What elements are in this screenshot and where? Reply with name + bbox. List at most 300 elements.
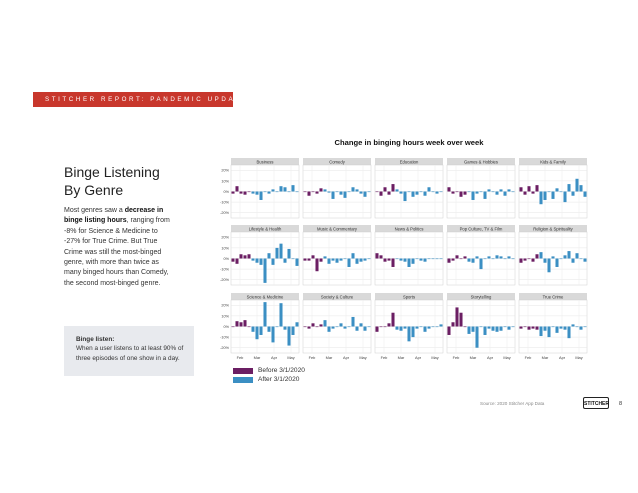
- bar: [247, 192, 250, 193]
- bar: [327, 259, 330, 264]
- x-tick-label: Apr: [414, 355, 422, 360]
- y-tick-label: 10%: [221, 314, 229, 319]
- y-tick-label: 10%: [221, 179, 229, 184]
- facet-panel: [303, 158, 371, 218]
- bar: [579, 259, 582, 260]
- bar: [559, 192, 562, 193]
- facet-label: Sports: [402, 294, 416, 300]
- bar: [539, 327, 542, 337]
- bar: [447, 187, 450, 191]
- bar: [359, 192, 362, 194]
- bar: [287, 327, 290, 346]
- bar: [343, 259, 346, 260]
- bar: [583, 327, 586, 328]
- legend-item-after: [233, 375, 305, 384]
- y-tick-label: 20%: [221, 168, 229, 173]
- bar: [503, 192, 506, 196]
- summary-bold: decrease in binge listing hours: [64, 207, 164, 225]
- bar: [231, 327, 234, 328]
- bar: [323, 256, 326, 258]
- report-banner: STITCHER REPORT: PANDEMIC UPDATE: [33, 92, 233, 107]
- bar: [487, 189, 490, 191]
- bar: [255, 327, 258, 340]
- bar: [475, 192, 478, 194]
- bar: [531, 192, 534, 194]
- bar: [519, 259, 522, 263]
- bar: [415, 259, 418, 260]
- bar: [543, 259, 546, 263]
- bar: [279, 244, 282, 259]
- x-tick-label: Apr: [486, 355, 494, 360]
- bar: [391, 184, 394, 191]
- x-tick-label: Apr: [558, 355, 566, 360]
- bar: [467, 192, 470, 193]
- bar: [395, 259, 398, 260]
- bar: [315, 327, 318, 328]
- facet-panel: [375, 225, 443, 285]
- bar: [231, 192, 234, 194]
- bar: [239, 254, 242, 258]
- bar: [255, 192, 258, 195]
- bar: [495, 192, 498, 195]
- bar: [275, 327, 278, 328]
- summary-text: [64, 206, 176, 289]
- bar: [427, 187, 430, 191]
- bar: [543, 327, 546, 331]
- bar: [459, 259, 462, 260]
- x-tick-label: Feb: [524, 355, 532, 360]
- bar: [271, 259, 274, 265]
- bar: [399, 327, 402, 331]
- bar: [375, 327, 378, 332]
- bar: [487, 256, 490, 258]
- bar: [243, 255, 246, 258]
- bar: [351, 253, 354, 258]
- bar: [451, 192, 454, 194]
- bar: [403, 327, 406, 329]
- summary-pre: Most genres saw a: [64, 207, 125, 214]
- x-tick-label: May: [503, 355, 511, 360]
- bar: [491, 192, 494, 193]
- chart-legend: [233, 366, 305, 384]
- facet-label: Science & Medicine: [246, 294, 284, 300]
- legend-label-after: After 3/1/2020: [258, 376, 300, 383]
- bar: [547, 327, 550, 338]
- bar: [499, 256, 502, 258]
- legend-item-before: [233, 366, 305, 375]
- facet-label: Games & Hobbies: [464, 159, 498, 165]
- facet-panel: [220, 158, 299, 218]
- facet-label: News & Politics: [394, 226, 424, 232]
- bar: [275, 248, 278, 259]
- facet-label: Education: [399, 159, 419, 165]
- bar: [235, 186, 238, 191]
- title-line-1: Binge Listening: [64, 164, 160, 180]
- bar: [479, 192, 482, 193]
- bar: [483, 327, 486, 335]
- bar: [519, 327, 522, 329]
- x-tick-label: Feb: [308, 355, 316, 360]
- x-tick-label: Mar: [397, 355, 405, 360]
- bar: [339, 192, 342, 195]
- bar: [363, 259, 366, 261]
- facet-panel: [519, 293, 587, 360]
- bar: [339, 323, 342, 326]
- bar: [535, 254, 538, 258]
- bar: [315, 192, 318, 194]
- definition-callout: [64, 326, 194, 376]
- legend-label-before: Before 3/1/2020: [258, 367, 305, 374]
- bar: [435, 192, 438, 194]
- bar: [287, 192, 290, 193]
- y-tick-label: -10%: [220, 267, 229, 272]
- bar: [383, 187, 386, 191]
- x-tick-label: Mar: [541, 355, 549, 360]
- facet-panel: [220, 225, 299, 285]
- bar: [419, 259, 422, 261]
- bar: [383, 259, 386, 262]
- bar: [511, 259, 514, 260]
- bar: [459, 192, 462, 197]
- x-tick-label: Mar: [325, 355, 333, 360]
- x-tick-label: Feb: [236, 355, 244, 360]
- x-tick-label: Feb: [380, 355, 388, 360]
- bar: [471, 192, 474, 200]
- bar: [527, 186, 530, 191]
- facet-label: Religion & Spirituality: [533, 226, 573, 232]
- bar: [483, 192, 486, 199]
- bar: [563, 255, 566, 258]
- facet-label: Pop Culture, TV & Film: [459, 226, 503, 232]
- x-tick-label: May: [287, 355, 295, 360]
- bar: [403, 259, 406, 262]
- page-number: 8: [619, 401, 623, 407]
- facet-label: Comedy: [329, 159, 345, 165]
- bar: [347, 259, 350, 267]
- bar: [451, 322, 454, 326]
- bar: [275, 192, 278, 193]
- bar: [463, 192, 466, 195]
- facet-label: Storytelling: [470, 294, 492, 300]
- y-tick-label: -20%: [220, 211, 229, 216]
- facet-panel: [447, 158, 515, 218]
- bar: [475, 256, 478, 258]
- bar: [471, 259, 474, 263]
- bar: [507, 189, 510, 191]
- bar: [323, 189, 326, 191]
- bar: [467, 327, 470, 334]
- bar: [503, 327, 506, 328]
- bar: [455, 192, 458, 193]
- bar: [575, 327, 578, 328]
- bar: [315, 259, 318, 272]
- facet-panel: [303, 225, 371, 285]
- bar: [571, 192, 574, 196]
- bar: [387, 259, 390, 261]
- bar: [327, 327, 330, 332]
- bar: [291, 259, 294, 260]
- bar: [583, 259, 586, 262]
- bar: [479, 259, 482, 270]
- bar: [451, 259, 454, 261]
- y-tick-label: -20%: [220, 278, 229, 283]
- bar: [355, 259, 358, 264]
- bar: [411, 259, 414, 264]
- bar: [415, 192, 418, 195]
- y-tick-label: -20%: [220, 346, 229, 351]
- bar: [551, 256, 554, 258]
- bar: [291, 327, 294, 335]
- bar: [455, 255, 458, 258]
- x-tick-label: May: [359, 355, 367, 360]
- facet-panel: [447, 293, 515, 360]
- bar: [235, 321, 238, 326]
- bar: [535, 185, 538, 191]
- x-tick-label: Apr: [270, 355, 278, 360]
- bar: [367, 327, 370, 328]
- bar: [291, 185, 294, 191]
- bar: [295, 192, 298, 193]
- bar: [439, 192, 442, 193]
- bar: [551, 327, 554, 328]
- facet-label: Business: [256, 159, 274, 165]
- x-tick-label: Feb: [452, 355, 460, 360]
- bar: [335, 327, 338, 328]
- bar: [395, 327, 398, 330]
- facet-label: Society & Culture: [320, 294, 354, 300]
- bar: [431, 327, 434, 328]
- facet-panel: [375, 293, 443, 360]
- bar: [555, 188, 558, 191]
- bar: [375, 253, 378, 258]
- bar: [263, 259, 266, 283]
- bar: [407, 259, 410, 267]
- x-tick-label: Mar: [253, 355, 261, 360]
- bar: [423, 259, 426, 262]
- bar: [511, 327, 514, 328]
- bar: [267, 192, 270, 194]
- bar: [283, 187, 286, 191]
- bar: [479, 327, 482, 328]
- bar: [363, 192, 366, 197]
- callout-label: Binge listen:: [76, 336, 115, 343]
- bar: [495, 327, 498, 332]
- bar: [295, 259, 298, 266]
- bar: [239, 192, 242, 194]
- bar: [319, 188, 322, 191]
- bar: [487, 327, 490, 329]
- bar: [455, 307, 458, 326]
- bar: [535, 327, 538, 330]
- bar: [411, 327, 414, 338]
- bar: [571, 324, 574, 326]
- bar: [339, 259, 342, 261]
- source-note: Source: 2020 Stitcher App Data: [480, 401, 545, 406]
- bar: [427, 327, 430, 329]
- facet-panel: [220, 293, 299, 360]
- bar: [499, 327, 502, 331]
- bar: [319, 324, 322, 326]
- bar: [567, 327, 570, 339]
- bar: [551, 192, 554, 199]
- page-title: [64, 163, 160, 199]
- x-tick-label: May: [575, 355, 583, 360]
- facet-panel: [519, 225, 587, 285]
- bar: [387, 192, 390, 195]
- bar: [311, 192, 314, 193]
- y-tick-label: 20%: [221, 235, 229, 240]
- bar: [335, 192, 338, 193]
- bar: [463, 256, 466, 258]
- bar: [467, 259, 470, 262]
- bar: [383, 327, 386, 328]
- facet-label: Kids & Family: [540, 159, 566, 165]
- bar: [319, 259, 322, 262]
- bar: [567, 184, 570, 191]
- bar: [579, 185, 582, 191]
- bar: [267, 253, 270, 258]
- bar: [303, 327, 306, 328]
- bar: [231, 259, 234, 262]
- bar: [359, 259, 362, 262]
- bar: [563, 327, 566, 330]
- bar: [415, 327, 418, 329]
- bar: [419, 327, 422, 328]
- bar: [527, 259, 530, 260]
- bar: [555, 327, 558, 333]
- bar: [399, 192, 402, 194]
- bar: [427, 259, 430, 260]
- bar: [523, 259, 526, 261]
- x-tick-label: Apr: [342, 355, 350, 360]
- bar: [259, 192, 262, 200]
- bar: [547, 192, 550, 193]
- bar: [307, 259, 310, 261]
- bar: [435, 327, 438, 328]
- facet-chart: [214, 150, 598, 360]
- bar: [251, 259, 254, 261]
- bar: [435, 259, 438, 260]
- bar: [311, 255, 314, 258]
- bar: [367, 192, 370, 193]
- y-tick-label: 20%: [221, 303, 229, 308]
- bar: [263, 192, 266, 193]
- bar: [363, 327, 366, 331]
- title-line-2: By Genre: [64, 182, 124, 198]
- bar: [311, 323, 314, 326]
- x-tick-label: May: [431, 355, 439, 360]
- bar: [407, 192, 410, 193]
- legend-swatch-before: [233, 368, 253, 374]
- bar: [463, 327, 466, 328]
- bar: [379, 327, 382, 328]
- bar: [303, 259, 306, 261]
- bar: [243, 320, 246, 326]
- bar: [495, 255, 498, 258]
- bar: [387, 323, 390, 326]
- bar: [279, 186, 282, 191]
- bar: [543, 192, 546, 200]
- bar: [307, 327, 310, 329]
- bar: [355, 327, 358, 331]
- bar: [439, 259, 442, 260]
- bar: [295, 322, 298, 326]
- bar: [483, 259, 486, 260]
- bar: [411, 192, 414, 197]
- bar: [375, 192, 378, 193]
- bar: [283, 327, 286, 330]
- y-tick-label: 0%: [223, 324, 229, 329]
- bar: [475, 327, 478, 348]
- bar: [391, 259, 394, 267]
- y-tick-label: 0%: [223, 256, 229, 261]
- bar: [431, 192, 434, 193]
- bar: [263, 302, 266, 326]
- bar: [255, 259, 258, 263]
- bar: [559, 327, 562, 329]
- bar: [571, 259, 574, 263]
- bar: [279, 303, 282, 326]
- bar: [507, 327, 510, 330]
- facet-label: Music & Commentary: [316, 226, 358, 232]
- facet-panel: [375, 158, 443, 218]
- bar: [459, 313, 462, 327]
- bar: [471, 327, 474, 332]
- bar: [439, 324, 442, 326]
- bar: [331, 327, 334, 329]
- bar: [235, 259, 238, 264]
- facet-label: Lifestyle & Health: [248, 226, 282, 232]
- bar: [251, 327, 254, 332]
- bar: [491, 259, 494, 260]
- bar: [559, 259, 562, 260]
- facet-panel: [303, 293, 371, 360]
- bar: [419, 192, 422, 193]
- y-tick-label: -10%: [220, 200, 229, 205]
- bar: [447, 259, 450, 263]
- bar: [547, 259, 550, 273]
- bar: [343, 192, 346, 198]
- bar: [351, 187, 354, 191]
- bar: [303, 192, 306, 193]
- facet-panel: [519, 158, 587, 218]
- bar: [243, 192, 246, 195]
- bar: [379, 255, 382, 258]
- bar: [259, 327, 262, 335]
- bar: [395, 189, 398, 191]
- bar: [579, 327, 582, 330]
- bar: [511, 192, 514, 193]
- bar: [519, 187, 522, 191]
- bar: [327, 192, 330, 193]
- y-tick-label: 10%: [221, 246, 229, 251]
- bar: [259, 259, 262, 265]
- bar: [531, 327, 534, 329]
- bar: [583, 192, 586, 197]
- bar: [567, 251, 570, 258]
- bar: [355, 189, 358, 191]
- bar: [447, 327, 450, 335]
- bar: [575, 179, 578, 192]
- bar: [503, 259, 506, 260]
- bar: [247, 254, 250, 258]
- bar: [331, 192, 334, 199]
- bar: [351, 317, 354, 327]
- bar: [247, 327, 250, 328]
- bar: [335, 259, 338, 263]
- bar: [251, 192, 254, 194]
- bar: [399, 259, 402, 261]
